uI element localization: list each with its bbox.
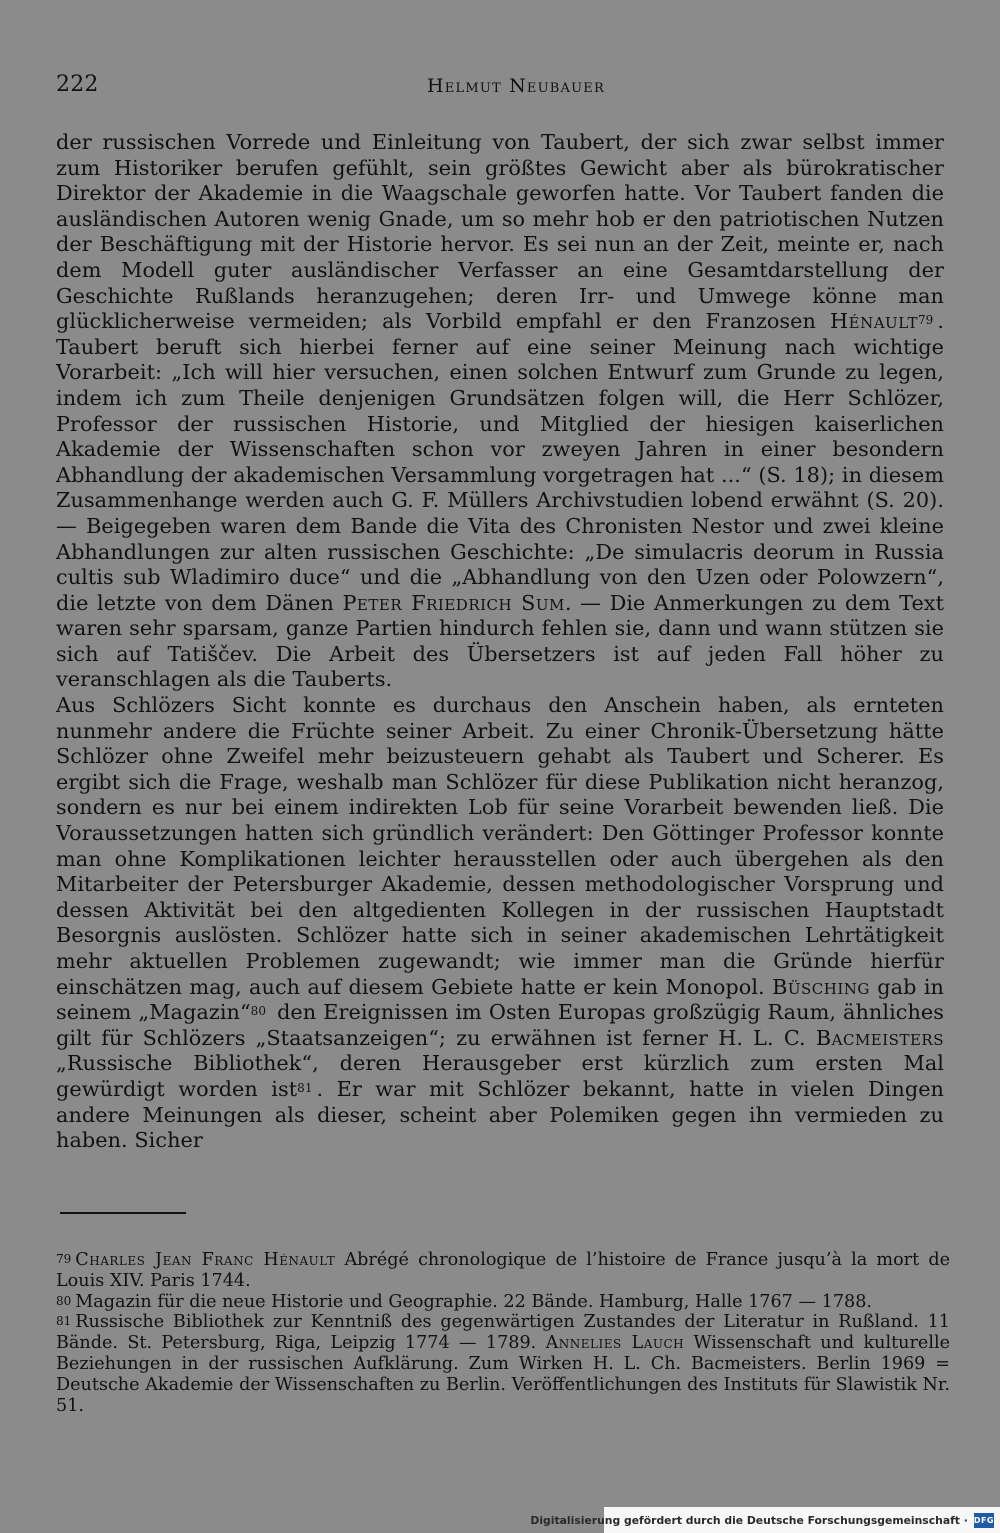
main-text xyxy=(56,130,944,1160)
body-paragraph xyxy=(56,693,944,1154)
footnote-text: Abrégé chronologique de l’histoire de France jusqu’à la mort de Louis XIV. Paris 1744. xyxy=(56,1250,950,1291)
footnotes xyxy=(56,1250,950,1440)
paragraph-text: gab in seinem „Magazin“ xyxy=(56,974,944,1025)
page-number: 222 xyxy=(56,72,99,97)
footnote-reference: 80 xyxy=(250,1004,267,1019)
author-name: Büsching xyxy=(772,974,870,999)
footnote-reference: 79 xyxy=(917,313,934,328)
author-name: Bacmeisters xyxy=(815,1025,944,1050)
page-header xyxy=(56,72,944,102)
footnote-number: 80 xyxy=(56,1293,72,1308)
footnote-author: Charles Jean Franc Hénault xyxy=(75,1250,336,1270)
paragraph-text: der russischen Vorrede und Einleitung von Taubert, der sich zwar selbst immer zum Historiker berufen gefühlt, sein größtes Gewicht aber als bürokratischer Direktor der Akademie in die Waagschale geworfen hatte. Vor Taubert fanden die ausländischen Autoren wenig Gnade, um so mehr hob er den patriotischen Nutzen der Beschäftigung mit der Historie hervor. Es sei nun an der Zeit, meinte er, nach dem Modell guter ausländischer Verfasser an eine Gesamtdarstellung der Geschichte Rußlands heranzugehen; deren Irr- und Umwege könne man glücklicherweise vermeiden; als Vorbild empfahl er den Franzosen xyxy=(56,130,944,334)
footnote-reference: 81 xyxy=(297,1080,313,1095)
footnote-text: Russische Bibliothek zur Kenntniß des gegenwärtigen Zustandes der Literatur in Rußland. 11 Bände. St. Petersburg, Riga, Leipzig 1774 — 1789. xyxy=(56,1312,950,1354)
digitization-credit xyxy=(530,1507,1000,1533)
footnote-79 xyxy=(56,1250,950,1292)
footnote-author: Annelies Lauch xyxy=(545,1333,685,1354)
paragraph-text: „Russische Bibliothek“, deren Herausgeber erst kürzlich zum ersten Mal gewürdigt worden ist xyxy=(56,1051,944,1101)
credit-text: Digitalisierung gefördert durch die Deutsche Forschungsgemeinschaft · xyxy=(530,1513,968,1527)
paragraph-text: . Taubert beruft sich hierbei ferner auf eine seiner Meinung nach wichtige Vorarbeit: „Ich will hier versuchen, einen solchen Entwurf zum Grunde zu legen, indem ich zum Theile denjenigen Grundsätzen folgen will, die Herr Schlözer, Professor der russischen Historie, und Mitglied der hiesigen kaiserlichen Akademie der Wissenschaften schon vor zweyen Jahren in einer besondern Abhandlung der akademischen Versammlung vorgetragen hat ...“ (S. 18); in diesem Zusammenhange werden auch G. F. Müllers Archivstudien lobend erwähnt (S. 20). — Beigegeben waren dem Bande die Vita des Chronisten Nestor und zwei kleine Abhandlungen zur alten russischen Geschichte: „De simulacris deorum in Russia cultis sub Wladimiro duce“ und die „Abhandlung von den Uzen oder Polowzern“, die letzte von dem Dänen xyxy=(56,309,944,615)
footnote-number: 81 xyxy=(56,1314,72,1329)
footnote-81 xyxy=(56,1312,950,1416)
footnote-number: 79 xyxy=(56,1252,72,1266)
dfg-logo-icon: DFG xyxy=(974,1513,994,1528)
footnote-divider xyxy=(60,1212,186,1214)
footnote-text: Wissenschaft und kulturelle Beziehungen in der russischen Aufklärung. Zum Wirken H. L. Ch. Bacmeisters. Berlin 1969 = Deutsche Akademie der Wissenschaften zu Berlin. Veröffentlichungen des Instituts für Slawistik Nr. 51. xyxy=(56,1333,950,1416)
paragraph-text: . — Die Anmerkungen zu dem Text waren sehr sparsam, ganze Partien hindurch fehlen sie, dann und wann stützen sie sich auf Tatiščev. Die Arbeit des Übersetzers ist auf jeden Fall höher zu veranschlagen als die Tauberts. xyxy=(56,590,944,692)
paragraph-text: . Er war mit Schlözer bekannt, hatte in vielen Dingen andere Meinungen als dieser, scheint aber Polemiken gegen ihn vermieden zu haben. Sicher xyxy=(56,1076,944,1153)
author-name: Peter Friedrich Sum xyxy=(342,590,565,615)
running-head: Helmut Neubauer xyxy=(427,75,605,97)
author-name: Hénault xyxy=(830,309,918,334)
footnote-80 xyxy=(56,1292,950,1313)
footnote-text: Magazin für die neue Historie und Geographie. 22 Bände. Hamburg, Halle 1767 — 1788. xyxy=(75,1291,872,1312)
paragraph-text: den Ereignissen im Osten Europas großzügig Raum, ähnliches gilt für Schlözers „Staatsanzeigen“; zu erwähnen ist ferner H. L. C. xyxy=(56,1000,944,1050)
body-paragraph xyxy=(56,130,944,693)
paragraph-text: Aus Schlözers Sicht konnte es durchaus den Anschein haben, als ernteten nunmehr andere die Früchte seiner Arbeit. Zu einer Chronik-Übersetzung hätte Schlözer ohne Zweifel mehr beizusteuern gehabt als Taubert und Scherer. Es ergibt sich die Frage, weshalb man Schlözer für diese Publikation nicht heranzog, sondern es nur bei einem indirekten Lob für seine Vorarbeit bewenden ließ. Die Voraussetzungen hatten sich gründlich verändert: Den Göttinger Professor konnte man ohne Komplikationen leichter herausstellen oder auch übergehen als den Mitarbeiter der Petersburger Akademie, dessen methodologischer Vorsprung und dessen Aktivität bei den altgedienten Kollegen in der russischen Hauptstadt Besorgnis auslösten. Schlözer hatte sich in seiner akademischen Lehrtätigkeit mehr aktuellen Problemen zugewandt; wie immer man die Gründe hierfür einschätzen mag, auch auf diesem Gebiete hatte er kein Monopol. xyxy=(56,693,944,999)
